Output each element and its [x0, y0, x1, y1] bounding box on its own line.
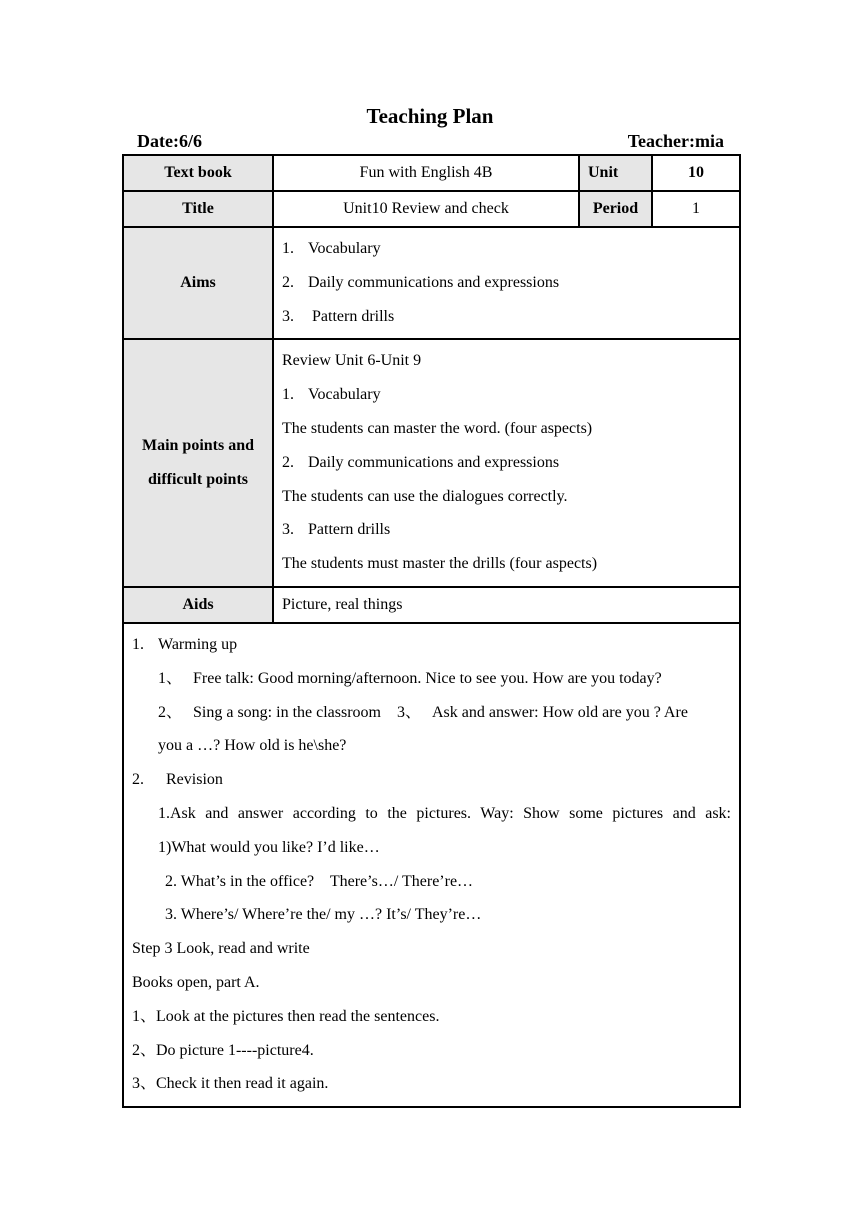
step-item: 2、 Sing a song: in the classroom 3、 Ask and answer: How old are you ? Are: [158, 703, 688, 721]
aims-row: [123, 227, 740, 339]
aids-row: [123, 587, 740, 623]
step-item: 1、 Free talk: Good morning/afternoon. Nice to see you. How are you today?: [158, 669, 662, 687]
step-heading: 1. Warming up: [132, 635, 238, 653]
main-points-content: [273, 339, 740, 587]
unit-value: 10: [652, 155, 740, 191]
teaching-plan-table: [122, 154, 741, 1108]
step-item: 3. Where’s/ Where’re the/ my …? It’s/ They’re…: [165, 906, 482, 924]
title-value: Unit10 Review and check: [273, 191, 579, 227]
textbook-row: [123, 155, 740, 191]
step-item-continued: you a …? How old is he\she?: [158, 737, 347, 755]
main-points-intro: Review Unit 6-Unit 9: [282, 352, 422, 370]
teacher-label: Teacher:mia: [627, 131, 724, 151]
step-item: 2、Do picture 1----picture4.: [132, 1041, 314, 1059]
textbook-label: Text book: [123, 155, 273, 191]
aids-label: Aids: [123, 587, 273, 623]
textbook-value: Fun with English 4B: [273, 155, 579, 191]
main-points-desc: The students can use the dialogues correctly.: [282, 487, 568, 505]
aids-value: Picture, real things: [273, 587, 740, 623]
main-points-desc: The students can master the word. (four aspects): [282, 419, 593, 437]
title-row: [123, 191, 740, 227]
step-item: 2. What’s in the office? There’s…/ There’re…: [165, 872, 474, 890]
aims-item: 2. Daily communications and expressions: [282, 273, 560, 291]
main-points-label: Main points and difficult points: [123, 339, 273, 587]
main-points-desc: The students must master the drills (four aspects): [282, 555, 598, 573]
procedure-content: [123, 623, 740, 1107]
aims-item: 3. Pattern drills: [282, 307, 395, 325]
step-item: 3、Check it then read it again.: [132, 1075, 329, 1093]
aims-item: 1. Vocabulary: [282, 240, 381, 257]
main-points-item: 2. Daily communications and expressions: [282, 453, 560, 471]
unit-label: Unit: [579, 155, 652, 191]
step-item: 1)What would you like? I’d like…: [158, 838, 380, 856]
step-item: Books open, part A.: [132, 973, 260, 991]
aims-label: Aims: [123, 227, 273, 339]
date-label: Date:6/6: [137, 131, 202, 151]
title-label: Title: [123, 191, 273, 227]
step-item: 1、Look at the pictures then read the sentences.: [132, 1007, 440, 1025]
main-points-item: 3. Pattern drills: [282, 521, 391, 539]
step-heading: 2. Revision: [132, 771, 223, 789]
period-value: 1: [652, 191, 740, 227]
page-title: Teaching Plan: [366, 104, 494, 128]
main-points-row: [123, 339, 740, 587]
period-label: Period: [579, 191, 652, 227]
procedure-row: [123, 623, 740, 1107]
step-heading: Step 3 Look, read and write: [132, 940, 310, 958]
aims-list: [273, 227, 740, 339]
step-item: 1.Ask and answer according to the pictures. Way: Show some pictures and ask:: [158, 804, 731, 822]
main-points-item: 1. Vocabulary: [282, 386, 381, 404]
